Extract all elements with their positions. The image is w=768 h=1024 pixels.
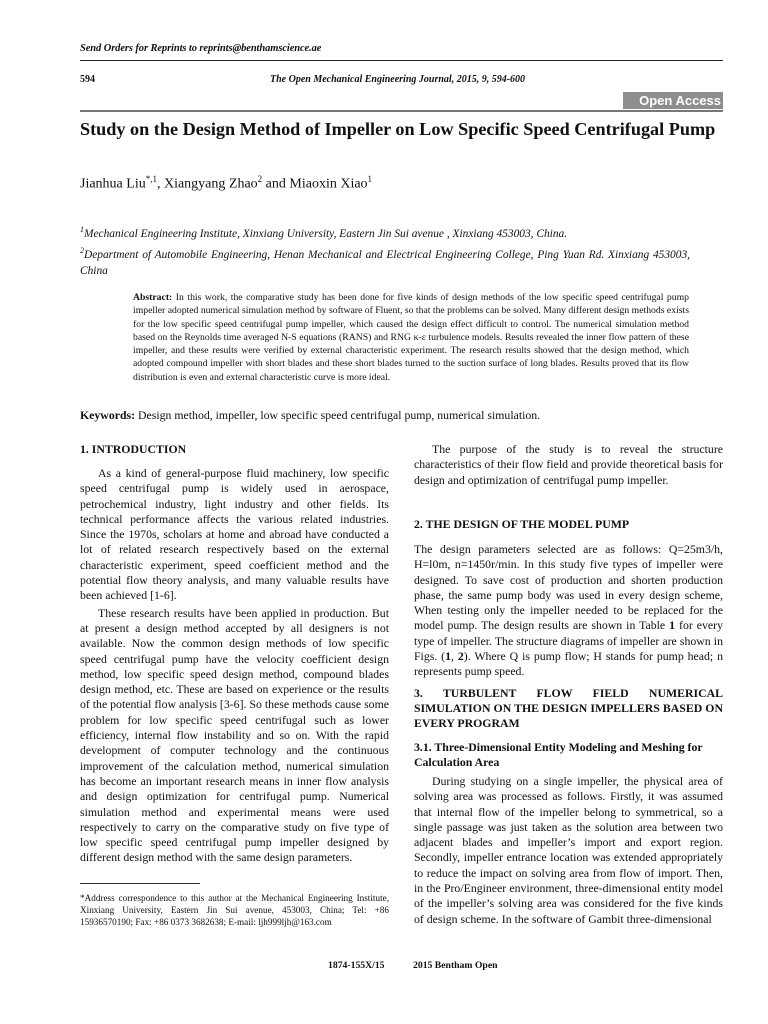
figure-ref: 2 <box>457 649 464 664</box>
paragraph-text: , <box>451 649 458 664</box>
keywords-text: Design method, impeller, low specific speed centrifugal pump, numerical simulation. <box>135 408 541 422</box>
paragraph: These research results have been applied in production. But at present a design method accepted by all designers is not available. Now the common design methods of low specific speed centrifugal pump have the velocity coefficient design method, low specific speed design method, compound blades design method, etc. These are based on experience or the results of the potential flow analysis [3-6]. So these methods cause some problem for low specific speed centrifugal such as lower efficiency, internal flow instability and so on. With the rapid development of computer technology and the continuous improvement of the calculation method, numerical simulation has become an important research means in inner flow analysis and design optimization for centrifugal pump. Numerical simulation method and experimental means were used respectively to carry on the comparative study on five type of low specific speed centrifugal pump impeller designed by different design method with the same design parameters. <box>80 605 389 865</box>
subsection-heading-modeling: 3.1. Three-Dimensional Entity Modeling and Meshing for Calculation Area <box>414 740 703 769</box>
figure-ref: 1 <box>445 649 452 664</box>
author-separator: , <box>156 176 164 192</box>
paragraph <box>414 542 723 680</box>
section-heading-introduction: 1. INTRODUCTION <box>80 442 187 456</box>
section-heading-numerical-simulation: 3. TURBULENT FLOW FIELD NUMERICAL SIMULATION ON THE DESIGN IMPELLERS BASED ON EVERY PROGRAM <box>414 686 723 730</box>
publisher-copyright: 2015 Bentham Open <box>413 960 498 971</box>
author-affiliation-mark: 1 <box>367 174 373 184</box>
affiliation-text: Mechanical Engineering Institute, Xinxiang University, Eastern Jin Sui avenue , Xinxiang 453003, China. <box>84 227 568 240</box>
footnote-rule <box>80 883 200 884</box>
author-name: Miaoxin Xiao <box>289 176 368 192</box>
header-rule <box>80 60 723 61</box>
model-pump-body <box>414 542 723 680</box>
affiliation-mark: 2 <box>80 246 84 255</box>
author-affiliation-mark: *,1 <box>145 174 157 184</box>
author-affiliation-mark: 2 <box>257 174 263 184</box>
paragraph-text: ). Where Q is pump flow; H stands for pump head; n represents pump speed. <box>414 649 723 679</box>
right-column-intro <box>414 442 723 488</box>
open-access-rule <box>80 110 723 112</box>
reprints-notice: Send Orders for Reprints to reprints@benthamscience.ae <box>80 43 322 54</box>
abstract <box>133 291 689 384</box>
paper-title: Study on the Design Method of Impeller on Low Specific Speed Centrifugal Pump <box>80 119 716 139</box>
section-heading-model-pump: 2. THE DESIGN OF THE MODEL PUMP <box>414 517 630 531</box>
correspondence-footnote: *Address correspondence to this author at the Mechanical Engineering Institute, Xinxiang University, Eastern Jin Sui avenue, 453003, China; Tel: +86 15936570190; Fax: +86 0373 3682638; E-mail: ljh999ljh@163.com <box>80 893 389 927</box>
keywords-label: Keywords: <box>80 408 136 422</box>
journal-citation: The Open Mechanical Engineering Journal, 2015, 9, 594-600 <box>270 74 526 85</box>
issn: 1874-155X/15 <box>328 960 385 971</box>
paragraph: During studying on a single impeller, the physical area of solving area was processed as follows. Firstly, it was assumed that internal flow of the impeller belong to symmetrical, so a single passage was just taken as the solution area between two adjacent blades and impeller’s import and export region. Secondly, impeller entrance location was extended appropriately to reduce the impact on solving area from flow of import. Then, in the Pro/Engineer environment, three-dimensional entity model of the impeller’s solving area was considered for the five kinds of design scheme. In the software of Gambit three-dimensional <box>414 774 723 926</box>
affiliation-text: Department of Automobile Engineering, Henan Mechanical and Electrical Engineering College, Ping Yuan Rd. Xinxiang 453003, China <box>80 248 690 277</box>
author-name: Jianhua Liu <box>80 176 146 192</box>
paragraph: The purpose of the study is to reveal the structure characteristics of their flow field and provide theoretical basis for design and optimization of centrifugal pump impeller. <box>414 442 723 487</box>
abstract-label: Abstract: <box>133 292 173 303</box>
affiliation-mark: 1 <box>80 225 84 234</box>
keywords <box>80 408 540 423</box>
paragraph: As a kind of general-purpose fluid machinery, low specific speed centrifugal pump is widely used in aerospace, petrochemical industry, light industry and other fields. Its technical performance affects the various related industries. Since the 1970s, scholars at home and abroad have conducted a lot of related research respectively based on the external characteristic experiment, speed coefficient method and the potential flow theory analysis, and many valuable results have been achieved [1-6]. <box>80 466 389 603</box>
abstract-text: In this work, the comparative study has been done for five kinds of design methods of the low specific speed centrifugal pump impeller adopted numerical simulation method by software of Fluent, so that the problems can be solved. Many different design methods exists for the low specific speed centrifugal pump impeller, which caused the design effect difficult to control. The numerical simulation method based on the Reynolds time averaged N-S equations (RANS) and RNG κ-ε turbulence models. Results revealed the inner flow pattern of these impeller, and these results were verified by external characteristic experiment. The research results showed that the design method, which adopted compound impeller with short blades and these short blades turned to the suction surface of long blades. Results proved that its flow distribution is even and external characteristic curve is more ideal. <box>133 292 689 383</box>
affiliation-1 <box>80 222 690 242</box>
modeling-body <box>414 774 723 927</box>
paragraph-text: for every type of impeller. The structure diagrams of impeller are shown in Figs. ( <box>414 618 723 664</box>
table-ref: 1 <box>669 618 676 633</box>
paragraph-text: The design parameters selected are as follows: Q=25m3/h, H=l0m, n=1450r/min. In this study five types of impeller were designed. To save cost of production and shorten production phase, the same pump body was used in every design scheme, When testing only the impeller needed to be replaced for the model pump. The design results are shown in Table <box>414 542 723 633</box>
author-list <box>80 174 372 193</box>
page-number: 594 <box>80 74 95 85</box>
open-access-badge: Open Access <box>623 92 723 109</box>
author-name: Xiangyang Zhao <box>163 176 258 192</box>
affiliation-2 <box>80 243 690 279</box>
author-separator: and <box>262 176 290 192</box>
left-column-body <box>80 466 389 866</box>
